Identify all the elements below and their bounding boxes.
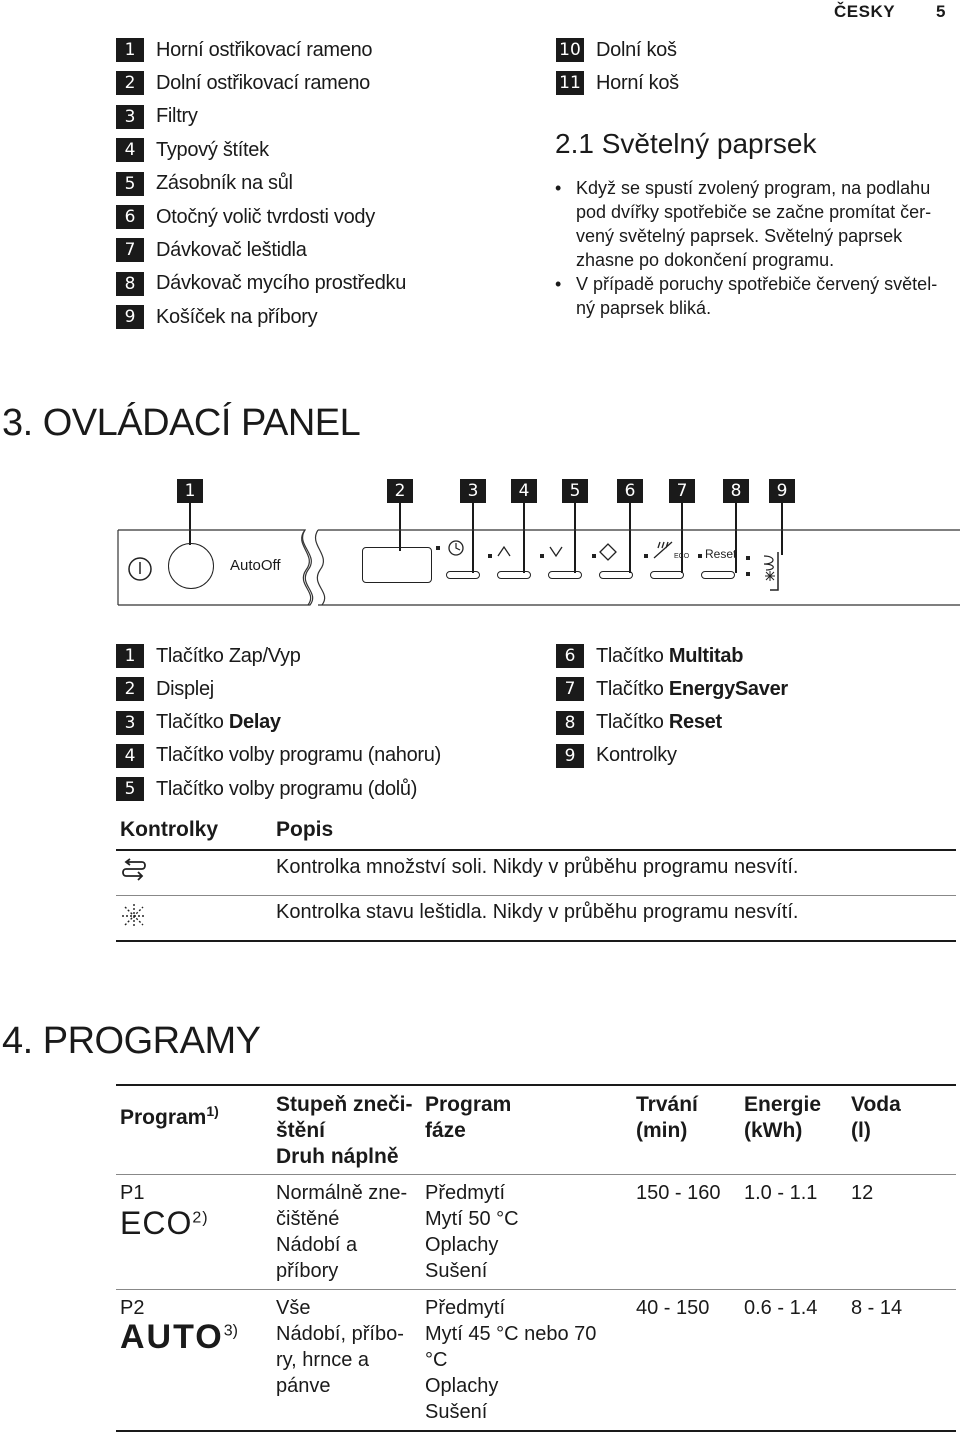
program-down-button[interactable] xyxy=(548,571,582,579)
footnote-ref: 3) xyxy=(223,1322,238,1340)
header-line: Trvání xyxy=(636,1093,698,1116)
energy-cell: 1.0 - 1.1 xyxy=(744,1182,818,1204)
legend-label: Tlačítko Zap/Vyp xyxy=(156,644,301,667)
legend-label xyxy=(596,645,743,668)
bullet-line: ný paprsek bliká. xyxy=(576,298,712,318)
legend-label: Dávkovač mycího prostředku xyxy=(156,272,407,295)
cell-line: Nádobí a xyxy=(276,1234,358,1256)
cell-line: Nádobí, příbo- xyxy=(276,1323,404,1345)
header-line: štění xyxy=(276,1119,326,1142)
header-line: (min) xyxy=(636,1119,688,1142)
cell-line: čištěné xyxy=(276,1208,340,1230)
legend-item xyxy=(116,170,293,198)
cell-line: ry, hrnce a xyxy=(276,1349,369,1371)
section-21-title: 2.1 Světelný paprsek xyxy=(555,128,817,159)
header-line: (l) xyxy=(851,1119,871,1142)
delay-button[interactable] xyxy=(446,571,480,579)
panel-callout-3: 3 xyxy=(460,479,486,503)
legend-item xyxy=(556,642,743,670)
panel-callout-9: 9 xyxy=(769,479,795,503)
panel-callout-1: 1 xyxy=(177,479,203,503)
number-badge: 5 xyxy=(116,172,144,196)
col-energy-header xyxy=(744,1092,821,1144)
header-line: (kWh) xyxy=(744,1119,803,1142)
popis-header: Popis xyxy=(276,818,334,841)
display xyxy=(362,547,432,583)
table-rule xyxy=(116,1174,956,1175)
number-badge: 5 xyxy=(116,777,144,801)
number-badge: 8 xyxy=(556,711,584,735)
autooff-label: AutoOff xyxy=(230,557,281,574)
on-off-button[interactable] xyxy=(168,543,214,589)
salt-indicator-icon xyxy=(120,858,148,884)
legend-label: Horní ostřikovací rameno xyxy=(156,38,373,61)
section-4-title: 4. PROGRAMY xyxy=(2,1020,261,1062)
panel-callout-7: 7 xyxy=(669,479,695,503)
col-soil-header xyxy=(276,1092,413,1170)
energysaver-button[interactable] xyxy=(650,571,684,579)
bullet-line: pod dvířky spotřebiče se začne promítat čer- xyxy=(576,202,932,222)
legend-prefix: Tlačítko xyxy=(156,711,229,734)
phase-cell xyxy=(425,1180,519,1284)
program-id: P1 xyxy=(120,1182,145,1204)
number-badge: 3 xyxy=(116,105,144,129)
legend-item xyxy=(116,36,372,64)
bullet-line: vený světelný paprsek. Světelný paprsek xyxy=(576,226,903,246)
bullet-dot: • xyxy=(555,178,562,198)
legend-item xyxy=(116,103,198,131)
section-21-bullets xyxy=(555,176,955,320)
duration-cell: 150 - 160 xyxy=(636,1182,721,1204)
col-duration-header xyxy=(636,1092,698,1144)
legend-item xyxy=(116,742,441,770)
soil-cell xyxy=(276,1180,407,1284)
panel-callout-6: 6 xyxy=(617,479,643,503)
cell-line: Vše xyxy=(276,1297,311,1319)
reset-small-label: Reset xyxy=(705,547,737,561)
number-badge: 8 xyxy=(116,272,144,296)
legend-label: Dolní ostřikovací rameno xyxy=(156,71,371,94)
number-badge: 7 xyxy=(116,238,144,262)
cell-line: °C xyxy=(425,1349,448,1371)
eco-logo-text: ECO xyxy=(120,1205,193,1241)
number-badge: 2 xyxy=(116,677,144,701)
eco-small-label: ECO xyxy=(674,553,690,560)
legend-bold: EnergySaver xyxy=(668,677,788,700)
number-badge: 2 xyxy=(116,71,144,95)
legend-label: Dávkovač leštidla xyxy=(156,238,307,261)
power-icon xyxy=(127,556,153,582)
table-rule xyxy=(116,849,956,851)
legend-label: Displej xyxy=(156,677,214,700)
header-line: Druh náplně xyxy=(276,1145,399,1168)
legend-label: Tlačítko volby programu (dolů) xyxy=(156,777,418,800)
legend-item xyxy=(556,742,677,770)
water-cell: 8 - 14 xyxy=(851,1297,903,1319)
legend-label: Zásobník na sůl xyxy=(156,172,293,195)
legend-label xyxy=(596,678,788,701)
legend-label xyxy=(156,711,281,734)
bullet-line: zhasne po dokončení programu. xyxy=(576,250,835,270)
energy-cell: 0.6 - 1.4 xyxy=(744,1297,818,1319)
legend-prefix: Tlačítko xyxy=(596,677,669,700)
program-header-text: Program xyxy=(120,1106,207,1129)
cell-line: Sušení xyxy=(425,1260,488,1282)
cell-line: Sušení xyxy=(425,1401,488,1423)
cell-line: Předmytí xyxy=(425,1297,506,1319)
header-line: Voda xyxy=(851,1093,901,1116)
number-badge: 6 xyxy=(116,205,144,229)
legend-item xyxy=(116,136,269,164)
cell-line: Předmytí xyxy=(425,1182,506,1204)
legend-item xyxy=(116,69,370,97)
col-water-header xyxy=(851,1092,901,1144)
cell-line: Mytí 45 °C nebo 70 xyxy=(425,1323,597,1345)
reset-button[interactable] xyxy=(701,571,735,579)
number-badge: 4 xyxy=(116,138,144,162)
legend-item xyxy=(556,69,679,97)
indicator-lights xyxy=(742,552,782,592)
legend-item xyxy=(116,303,317,331)
water-cell: 12 xyxy=(851,1182,874,1204)
panel-callout-2: 2 xyxy=(387,479,413,503)
legend-label: Otočný volič tvrdosti vody xyxy=(156,205,375,228)
legend-label: Typový štítek xyxy=(156,138,269,161)
legend-item xyxy=(556,709,722,737)
header-line: Stupeň zneči- xyxy=(276,1093,413,1116)
footnote-ref: 1) xyxy=(206,1103,219,1119)
legend-item xyxy=(116,775,417,803)
number-badge: 9 xyxy=(556,744,584,768)
legend-label: Tlačítko volby programu (nahoru) xyxy=(156,744,441,767)
panel-callout-8: 8 xyxy=(723,479,749,503)
table-rule xyxy=(116,940,956,942)
bullet-item xyxy=(555,176,955,272)
legend-item xyxy=(116,709,281,737)
phase-cell xyxy=(425,1295,596,1425)
header-language: ČESKY xyxy=(834,2,896,21)
legend-item xyxy=(116,675,214,703)
number-badge: 3 xyxy=(116,711,144,735)
col-phase-header xyxy=(425,1092,511,1144)
legend-bold: Delay xyxy=(228,711,281,734)
rinse-aid-indicator-icon xyxy=(120,902,148,930)
auto-logo xyxy=(120,1318,238,1357)
legend-bold: Multitab xyxy=(668,644,744,667)
col-program-header xyxy=(120,1098,219,1131)
program-up-button[interactable] xyxy=(497,571,531,579)
number-badge: 4 xyxy=(116,744,144,768)
header-line: Program xyxy=(425,1093,512,1116)
legend-label: Filtry xyxy=(156,105,198,128)
legend-item xyxy=(116,203,375,231)
cell-line: příbory xyxy=(276,1260,339,1282)
duration-cell: 40 - 150 xyxy=(636,1297,710,1319)
kontrolky-header: Kontrolky xyxy=(120,818,219,841)
bullet-item xyxy=(555,272,955,320)
program-id: P2 xyxy=(120,1297,145,1319)
kontrolka-text: Kontrolka stavu leštidla. Nikdy v průběhu programu nesvítí. xyxy=(276,901,799,923)
bullet-dot: • xyxy=(555,274,562,294)
cell-line: Normálně zne- xyxy=(276,1182,408,1204)
cell-line: Oplachy xyxy=(425,1234,499,1256)
panel-callout-5: 5 xyxy=(562,479,588,503)
multitab-button[interactable] xyxy=(599,571,633,579)
header-line: Energie xyxy=(744,1093,822,1116)
legend-label: Dolní koš xyxy=(596,38,677,61)
table-rule xyxy=(116,1084,956,1086)
legend-item xyxy=(116,236,307,264)
table-rule xyxy=(116,895,956,896)
cell-line: Oplachy xyxy=(425,1375,499,1397)
legend-item xyxy=(556,675,788,703)
panel-callout-4: 4 xyxy=(511,479,537,503)
number-badge: 11 xyxy=(556,71,584,95)
number-badge: 10 xyxy=(556,38,584,62)
legend-label: Horní koš xyxy=(596,71,679,94)
eco-logo xyxy=(120,1205,209,1242)
header-line: fáze xyxy=(425,1119,466,1142)
table-rule xyxy=(116,1289,956,1290)
table-rule xyxy=(116,1430,956,1432)
number-badge: 7 xyxy=(556,677,584,701)
cell-line: Mytí 50 °C xyxy=(425,1208,519,1230)
section-3-title: 3. OVLÁDACÍ PANEL xyxy=(2,402,361,444)
legend-bold: Reset xyxy=(668,711,722,734)
legend-label: Kontrolky xyxy=(596,744,677,767)
number-badge: 1 xyxy=(116,644,144,668)
footnote-ref: 2) xyxy=(192,1209,209,1227)
legend-item xyxy=(556,36,677,64)
legend-prefix: Tlačítko xyxy=(596,644,669,667)
legend-label: Košíček na příbory xyxy=(156,305,318,328)
number-badge: 1 xyxy=(116,38,144,62)
number-badge: 6 xyxy=(556,644,584,668)
legend-item xyxy=(116,270,406,298)
legend-prefix: Tlačítko xyxy=(596,711,669,734)
number-badge: 9 xyxy=(116,305,144,329)
bullet-line: V případě poruchy spotřebiče červený světel- xyxy=(576,274,938,294)
bullet-line: Když se spustí zvolený program, na podlahu xyxy=(576,178,931,198)
cell-line: pánve xyxy=(276,1375,331,1397)
page-number: 5 xyxy=(936,2,946,21)
legend-label xyxy=(596,711,722,734)
soil-cell xyxy=(276,1295,404,1399)
legend-item xyxy=(116,642,301,670)
kontrolka-text: Kontrolka množství soli. Nikdy v průběhu programu nesvítí. xyxy=(276,856,799,878)
auto-logo-text: AUTO xyxy=(120,1318,224,1356)
